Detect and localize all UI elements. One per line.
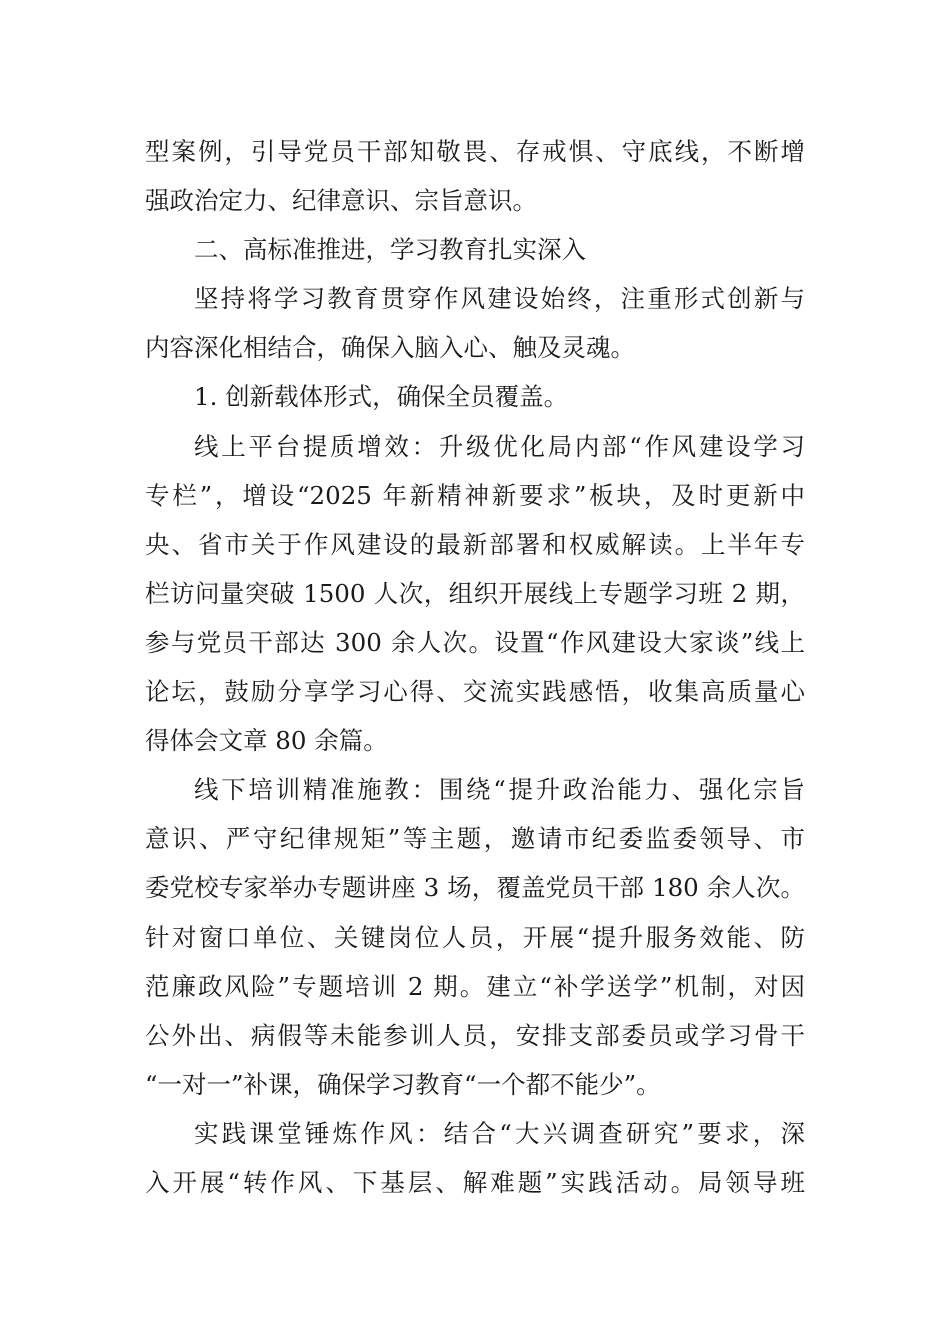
text-line: 意识、严守纪律规矩”等主题，邀请市纪委监委领导、市 xyxy=(145,824,805,854)
text-line: 参与党员干部达 300 余人次。设置“作风建设大家谈”线上 xyxy=(145,627,805,657)
text-line: “一对一”补课，确保学习教育“一个都不能少”。 xyxy=(145,1069,661,1099)
text-line: 央、省市关于作风建设的最新部署和权威解读。上半年专 xyxy=(145,529,805,559)
section-heading-2 xyxy=(145,225,805,274)
text-line: 栏访问量突破 1500 人次，组织开展线上专题学习班 2 期， xyxy=(145,578,805,608)
text-line: 范廉政风险”专题培训 2 期。建立“补学送学”机制，对因 xyxy=(145,971,805,1001)
paragraph-study-intro xyxy=(145,274,805,372)
text-line: 专栏”，增设“2025 年新精神新要求”板块，及时更新中 xyxy=(145,480,805,510)
text-line: 内容深化相结合，确保入脑入心、触及灵魂。 xyxy=(145,333,635,363)
subheading-1 xyxy=(145,372,805,421)
heading-text: 二、高标准推进，学习教育扎实深入 xyxy=(194,235,586,265)
paragraph-case-warning xyxy=(145,127,805,225)
paragraph-practice-classroom xyxy=(145,1109,805,1207)
paragraph-online-platform xyxy=(145,422,805,766)
text-line: 论坛，鼓励分享学习心得、交流实践感悟，收集高质量心 xyxy=(145,677,805,707)
text-line: 公外出、病假等未能参训人员，安排支部委员或学习骨干 xyxy=(145,1020,805,1050)
subheading-text: 1. 创新载体形式，确保全员覆盖。 xyxy=(194,382,569,412)
text-line: 针对窗口单位、关键岗位人员，开展“提升服务效能、防 xyxy=(145,922,805,952)
text-line: 实践课堂锤炼作风：结合“大兴调查研究”要求，深 xyxy=(194,1118,805,1148)
text-line: 入开展“转作风、下基层、解难题”实践活动。局领导班 xyxy=(145,1167,805,1197)
text-line: 得体会文章 80 余篇。 xyxy=(145,726,388,756)
text-line: 强政治定力、纪律意识、宗旨意识。 xyxy=(145,186,537,216)
text-line: 型案例，引导党员干部知敬畏、存戒惧、守底线，不断增 xyxy=(145,137,805,166)
text-line: 委党校专家举办专题讲座 3 场，覆盖党员干部 180 余人次。 xyxy=(145,873,805,903)
document-body xyxy=(145,127,805,1207)
text-line: 坚持将学习教育贯穿作风建设始终，注重形式创新与 xyxy=(194,284,805,314)
paragraph-offline-training xyxy=(145,765,805,1109)
text-line: 线下培训精准施教：围绕“提升政治能力、强化宗旨 xyxy=(194,775,805,805)
text-line: 线上平台提质增效：升级优化局内部“作风建设学习 xyxy=(194,431,805,461)
